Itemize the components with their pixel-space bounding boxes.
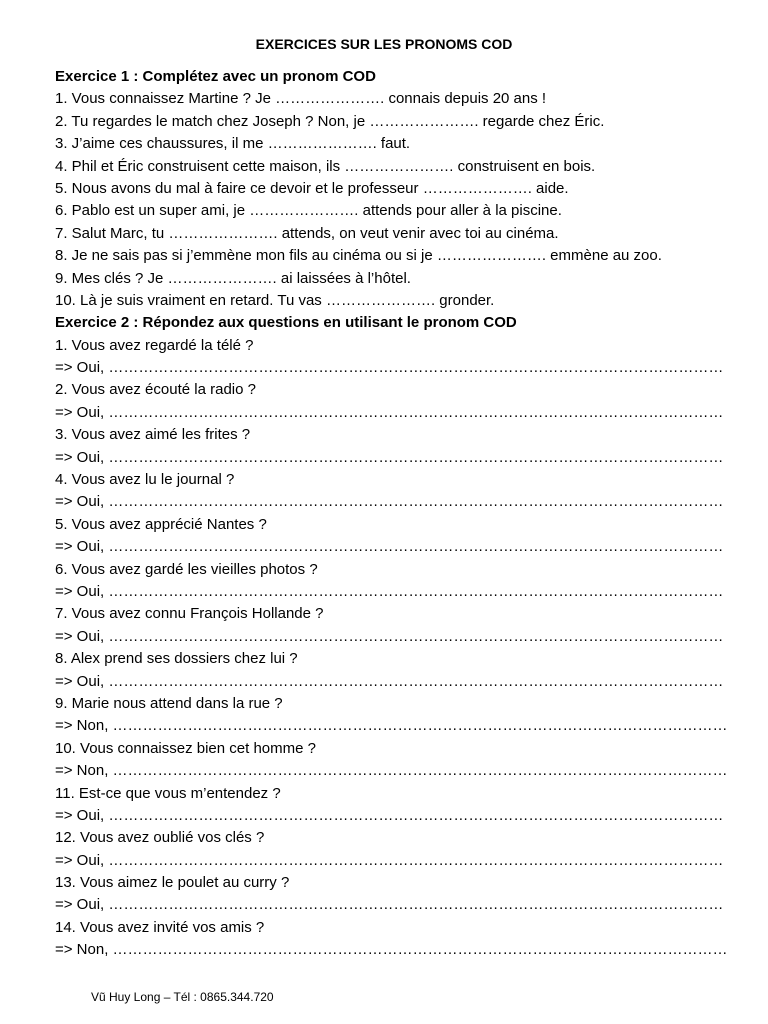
exercise-2-question: 11. Est-ce que vous m’entendez ?	[55, 784, 281, 802]
page-title: EXERCICES SUR LES PRONOMS COD	[255, 36, 513, 52]
exercise-2-answer-line: => Oui, ……………………………………………………………………………………………………………	[55, 493, 724, 511]
exercise-1-item: 7. Salut Marc, tu …………………. attends, on veut venir avec toi au cinéma.	[55, 224, 559, 242]
exercise-1-item: 9. Mes clés ? Je …………………. ai laissées à l’hôtel.	[55, 269, 411, 287]
exercise-2-answer-line: => Oui, ……………………………………………………………………………………………………………	[55, 403, 724, 421]
exercise-1-item: 2. Tu regardes le match chez Joseph ? Non, je …………………. regarde chez Éric.	[55, 112, 605, 130]
exercise-2-question: 5. Vous avez apprécié Nantes ?	[55, 515, 267, 533]
exercise-2-question: 1. Vous avez regardé la télé ?	[55, 336, 254, 354]
exercise-1-heading: Exercice 1 : Complétez avec un pronom COD	[55, 68, 376, 85]
exercise-2-answer-line: => Oui, ……………………………………………………………………………………………………………	[55, 538, 724, 556]
exercise-1-item: 4. Phil et Éric construisent cette maison, ils …………………. construisent en bois.	[55, 157, 596, 175]
exercise-1-list	[55, 88, 735, 312]
exercise-2-question: 8. Alex prend ses dossiers chez lui ?	[55, 650, 298, 668]
exercise-2-answer-line: => Oui, ……………………………………………………………………………………………………………	[55, 672, 724, 690]
worksheet-body	[55, 66, 735, 962]
exercise-2-question: 9. Marie nous attend dans la rue ?	[55, 694, 283, 712]
exercise-1-item: 1. Vous connaissez Martine ? Je …………………. connais depuis 20 ans !	[55, 90, 547, 108]
exercise-1-item: 8. Je ne sais pas si j’emmène mon fils au cinéma ou si je …………………. emmène au zoo.	[55, 247, 662, 265]
author-footer: Vũ Huy Long – Tél : 0865.344.720	[91, 990, 274, 1004]
exercise-2-answer-line: => Non, ……………………………………………………………………………………………………………	[55, 717, 728, 735]
exercise-2-question: 3. Vous avez aimé les frites ?	[55, 426, 251, 444]
exercise-2-question: 14. Vous avez invité vos amis ?	[55, 918, 265, 936]
exercise-1-item: 10. Là je suis vraiment en retard. Tu vas …………………. gronder.	[55, 291, 495, 309]
exercise-2-list	[55, 335, 735, 962]
exercise-2-question: 2. Vous avez écouté la radio ?	[55, 381, 256, 399]
exercise-2-question: 13. Vous aimez le poulet au curry ?	[55, 874, 290, 892]
exercise-2-question: 6. Vous avez gardé les vieilles photos ?	[55, 560, 318, 578]
exercise-1-item: 5. Nous avons du mal à faire ce devoir et le professeur …………………. aide.	[55, 179, 569, 197]
exercise-2-answer-line: => Oui, ……………………………………………………………………………………………………………	[55, 448, 724, 466]
exercise-2-question: 7. Vous avez connu François Hollande ?	[55, 605, 324, 623]
exercise-2-answer-line: => Oui, ……………………………………………………………………………………………………………	[55, 806, 724, 824]
exercise-2-answer-line: => Oui, ……………………………………………………………………………………………………………	[55, 851, 724, 869]
exercise-1-item: 6. Pablo est un super ami, je …………………. attends pour aller à la piscine.	[55, 202, 562, 220]
exercise-2-answer-line: => Oui, ……………………………………………………………………………………………………………	[55, 359, 724, 377]
exercise-2-answer-line: => Oui, ……………………………………………………………………………………………………………	[55, 627, 724, 645]
exercise-2-question: 4. Vous avez lu le journal ?	[55, 471, 235, 489]
exercise-2-question: 12. Vous avez oublié vos clés ?	[55, 829, 265, 847]
exercise-2-heading: Exercice 2 : Répondez aux questions en utilisant le pronom COD	[55, 314, 517, 332]
exercise-2-answer-line: => Non, ……………………………………………………………………………………………………………	[55, 762, 728, 780]
exercise-2-answer-line: => Oui, ……………………………………………………………………………………………………………	[55, 582, 724, 600]
exercise-2-question: 10. Vous connaissez bien cet homme ?	[55, 739, 316, 757]
exercise-1-item: 3. J’aime ces chaussures, il me …………………. faut.	[55, 135, 411, 153]
exercise-2-answer-line: => Oui, ……………………………………………………………………………………………………………	[55, 896, 724, 914]
exercise-2-answer-line: => Non, ……………………………………………………………………………………………………………	[55, 941, 728, 959]
